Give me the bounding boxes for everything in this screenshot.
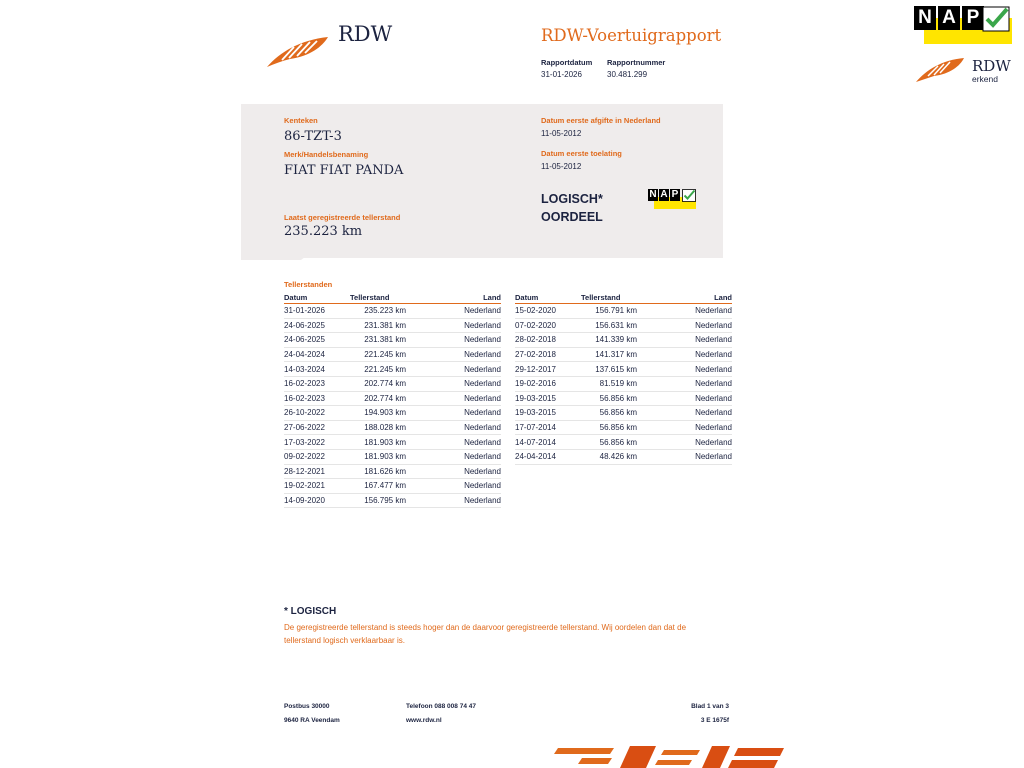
cell-land: Nederland <box>406 318 501 333</box>
cell-land: Nederland <box>637 420 732 435</box>
cell-land: Nederland <box>406 420 501 435</box>
cell-datum: 19-03-2015 <box>515 406 579 421</box>
cell-land: Nederland <box>406 391 501 406</box>
kenteken-label: Kenteken <box>284 116 318 125</box>
cell-tellerstand: 167.477 km <box>348 479 406 494</box>
table-row <box>284 464 501 479</box>
table-row <box>515 391 732 406</box>
footer-code: 3 E 1675f <box>700 717 729 724</box>
table-row <box>284 435 501 450</box>
cell-land: Nederland <box>406 347 501 362</box>
cell-land: Nederland <box>406 333 501 348</box>
table-row <box>284 333 501 348</box>
cell-datum: 17-07-2014 <box>515 420 579 435</box>
tellerstanden-title: Tellerstanden <box>284 280 333 289</box>
checkmark-icon <box>982 6 1010 32</box>
nap-letter: N <box>649 189 657 200</box>
rdw-stripe-decoration <box>552 744 786 768</box>
cell-tellerstand: 156.631 km <box>579 318 637 333</box>
cell-datum: 24-06-2025 <box>284 318 348 333</box>
column-header-land: Land <box>637 292 732 304</box>
nap-letter: A <box>660 189 668 200</box>
eerste-afgifte-value: 11-05-2012 <box>541 129 582 138</box>
cell-datum: 14-09-2020 <box>284 493 348 508</box>
nap-letter: N <box>914 6 936 30</box>
column-header-datum: Datum <box>284 292 348 304</box>
cell-datum: 09-02-2022 <box>284 449 348 464</box>
table-row <box>284 479 501 494</box>
column-header-datum: Datum <box>515 292 579 304</box>
cell-tellerstand: 221.245 km <box>348 362 406 377</box>
cell-land: Nederland <box>406 479 501 494</box>
cell-tellerstand: 221.245 km <box>348 347 406 362</box>
table-row <box>284 493 501 508</box>
cell-tellerstand: 156.795 km <box>348 493 406 508</box>
cell-land: Nederland <box>406 376 501 391</box>
eerste-afgifte-label: Datum eerste afgifte in Nederland <box>541 116 661 125</box>
cell-datum: 27-06-2022 <box>284 420 348 435</box>
cell-tellerstand: 194.903 km <box>348 406 406 421</box>
merk-label: Merk/Handelsbenaming <box>284 150 369 159</box>
cell-datum: 19-02-2021 <box>284 479 348 494</box>
rdw-erkend-logo <box>914 56 1014 86</box>
cell-land: Nederland <box>637 347 732 362</box>
cell-land: Nederland <box>637 391 732 406</box>
table-row <box>284 420 501 435</box>
cell-tellerstand: 156.791 km <box>579 304 637 319</box>
table-row <box>515 420 732 435</box>
cell-datum: 17-03-2022 <box>284 435 348 450</box>
cell-tellerstand: 81.519 km <box>579 376 637 391</box>
footnote-text: De geregistreerde tellerstand is steeds hoger dan de daarvoor geregistreerde tellerstand. Wij oordelen dan dat de tellerstand logisch verklaarbaar is. <box>284 623 687 645</box>
cell-datum: 14-07-2014 <box>515 435 579 450</box>
tellerstand-value: 235.223 km <box>284 224 363 239</box>
table-header-row <box>284 292 501 304</box>
cell-datum: 24-04-2014 <box>515 449 579 464</box>
cell-datum: 14-03-2024 <box>284 362 348 377</box>
cell-datum: 29-12-2017 <box>515 362 579 377</box>
cell-datum: 31-01-2026 <box>284 304 348 319</box>
rapportdatum-label: Rapportdatum <box>541 58 593 67</box>
cell-tellerstand: 56.856 km <box>579 406 637 421</box>
cell-land: Nederland <box>637 304 732 319</box>
table-row <box>515 376 732 391</box>
cell-land: Nederland <box>406 464 501 479</box>
cell-datum: 19-03-2015 <box>515 391 579 406</box>
nap-letter: P <box>671 189 679 200</box>
cell-tellerstand: 188.028 km <box>348 420 406 435</box>
cell-datum: 28-02-2018 <box>515 333 579 348</box>
tellerstanden-table-left <box>284 292 501 508</box>
tellerstand-label: Laatst geregistreerde tellerstand <box>284 213 401 222</box>
nap-logo-small <box>648 189 696 209</box>
cell-land: Nederland <box>406 435 501 450</box>
rapportnummer-value: 30.481.299 <box>607 70 648 79</box>
table-row <box>515 333 732 348</box>
table-row <box>515 362 732 377</box>
cell-tellerstand: 181.903 km <box>348 435 406 450</box>
table-header-row <box>515 292 732 304</box>
cell-datum: 19-02-2016 <box>515 376 579 391</box>
rdw-erkend-text: RDW <box>972 57 1011 75</box>
kenteken-value: 86-TZT-3 <box>284 129 342 144</box>
cell-datum: 28-12-2021 <box>284 464 348 479</box>
cell-land: Nederland <box>637 449 732 464</box>
nap-logo-corner <box>914 6 1012 44</box>
cell-datum: 07-02-2020 <box>515 318 579 333</box>
cell-land: Nederland <box>406 406 501 421</box>
checkmark-icon <box>682 189 696 202</box>
cell-tellerstand: 56.856 km <box>579 435 637 450</box>
footer-website: www.rdw.nl <box>406 717 442 724</box>
cell-land: Nederland <box>406 449 501 464</box>
cell-land: Nederland <box>637 318 732 333</box>
cell-datum: 27-02-2018 <box>515 347 579 362</box>
cell-datum: 16-02-2023 <box>284 391 348 406</box>
cell-tellerstand: 56.856 km <box>579 391 637 406</box>
footer-plaats: 9640 RA Veendam <box>284 717 340 724</box>
footnote-title: * LOGISCH <box>284 606 337 617</box>
eerste-toelating-label: Datum eerste toelating <box>541 149 622 158</box>
table-row <box>515 406 732 421</box>
cell-datum: 24-04-2024 <box>284 347 348 362</box>
nap-letter: P <box>962 6 984 30</box>
table-row <box>284 318 501 333</box>
eerste-toelating-value: 11-05-2012 <box>541 162 582 171</box>
cell-land: Nederland <box>637 376 732 391</box>
table-row <box>284 391 501 406</box>
table-row <box>284 362 501 377</box>
table-row <box>284 304 501 319</box>
nap-letter: A <box>938 6 960 30</box>
rdw-logo-text: RDW <box>338 22 393 46</box>
footer-blad: Blad 1 van 3 <box>691 703 729 710</box>
cell-datum: 16-02-2023 <box>284 376 348 391</box>
cell-tellerstand: 202.774 km <box>348 376 406 391</box>
table-row <box>515 449 732 464</box>
cell-land: Nederland <box>637 362 732 377</box>
cell-datum: 24-06-2025 <box>284 333 348 348</box>
cell-land: Nederland <box>637 333 732 348</box>
oordeel-line1: LOGISCH* <box>541 192 603 206</box>
footer-telefoon: Telefoon 088 008 74 47 <box>406 703 476 710</box>
rdw-feather-logo-icon <box>266 34 330 68</box>
cell-tellerstand: 56.856 km <box>579 420 637 435</box>
column-header-tellerstand: Tellerstand <box>348 292 406 304</box>
cell-tellerstand: 141.339 km <box>579 333 637 348</box>
rdw-feather-icon <box>914 56 966 84</box>
table-row <box>515 304 732 319</box>
oordeel-line2: OORDEEL <box>541 210 603 224</box>
footer-postbus: Postbus 30000 <box>284 703 330 710</box>
cell-land: Nederland <box>637 435 732 450</box>
panel-corner-notch <box>241 257 305 260</box>
table-row <box>284 406 501 421</box>
cell-tellerstand: 141.317 km <box>579 347 637 362</box>
cell-datum: 15-02-2020 <box>515 304 579 319</box>
table-row <box>515 435 732 450</box>
table-row <box>515 318 732 333</box>
cell-tellerstand: 48.426 km <box>579 449 637 464</box>
table-row <box>284 376 501 391</box>
rapportdatum-value: 31-01-2026 <box>541 70 582 79</box>
rdw-erkend-sub: erkend <box>972 74 998 84</box>
cell-tellerstand: 231.381 km <box>348 318 406 333</box>
cell-tellerstand: 181.626 km <box>348 464 406 479</box>
cell-tellerstand: 137.615 km <box>579 362 637 377</box>
merk-value: FIAT FIAT PANDA <box>284 163 404 178</box>
column-header-tellerstand: Tellerstand <box>579 292 637 304</box>
cell-land: Nederland <box>637 406 732 421</box>
column-header-land: Land <box>406 292 501 304</box>
cell-tellerstand: 235.223 km <box>348 304 406 319</box>
cell-datum: 26-10-2022 <box>284 406 348 421</box>
cell-tellerstand: 231.381 km <box>348 333 406 348</box>
cell-tellerstand: 181.903 km <box>348 449 406 464</box>
table-row <box>284 449 501 464</box>
tellerstanden-table-right <box>515 292 732 465</box>
table-row <box>515 347 732 362</box>
cell-land: Nederland <box>406 304 501 319</box>
rapportnummer-label: Rapportnummer <box>607 58 666 67</box>
cell-land: Nederland <box>406 493 501 508</box>
table-row <box>284 347 501 362</box>
cell-land: Nederland <box>406 362 501 377</box>
report-title: RDW-Voertuigrapport <box>541 26 722 45</box>
cell-tellerstand: 202.774 km <box>348 391 406 406</box>
